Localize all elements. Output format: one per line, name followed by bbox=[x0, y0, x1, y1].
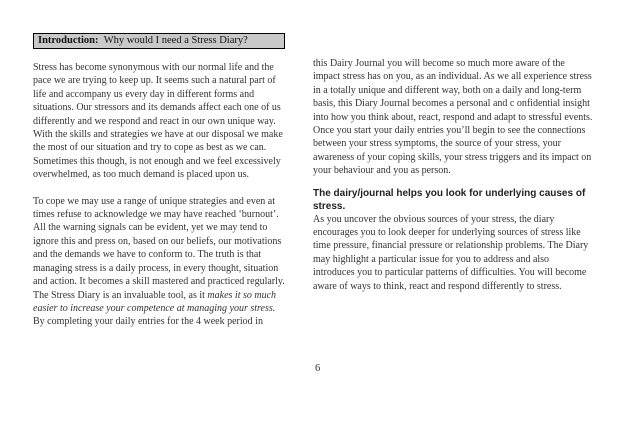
left-column bbox=[33, 61, 288, 329]
left-paragraph-2-end: By completing your daily entries for the 4 week period in bbox=[33, 316, 263, 328]
left-paragraph-2-italic: makes it so much easier to increase your competence at managing your stress. bbox=[33, 289, 277, 314]
left-paragraph-1: Stress has become synonymous with our normal life and the pace we are trying to keep up. It seems such a natural part of life and accompany us every day in different forms and situations. Our stressors and its demands affect each one of us differently and we respond and react in our own unique way. With the skills and strategies we have at our disposal we make the most of our situation and try to cope as best as we can. Sometimes this though, is not enough and we feel excessively overwhelmed, as too much demand is placed upon us. bbox=[33, 62, 283, 181]
right-column bbox=[313, 57, 593, 293]
right-subheading: The dairy/journal helps you look for underlying causes of stress. bbox=[313, 187, 586, 212]
intro-heading-label: Introduction: bbox=[38, 35, 99, 46]
page-number: 6 bbox=[315, 363, 321, 374]
intro-heading-box bbox=[33, 33, 285, 49]
left-paragraph-2 bbox=[33, 195, 288, 329]
left-paragraph-2-text: To cope we may use a range of unique strategies and even at times refuse to acknowledge we may have reached ‘burnout’. All the warning signals can be evident, yet we may tend to ignore this and press on, based on our beliefs, our motivations and the demands we have to conform to. The truth is that managing stress is a daily process, in every thought, situation and action. It becomes a skill mastered and practiced regularly. The Stress Diary is an invaluable tool, as it bbox=[33, 195, 285, 301]
right-paragraph-2: As you uncover the obvious sources of your stress, the diary encourages you to look deeper for underlying sources of stress like time pressure, financial pressure or relationship problems. The Diary may highlight a particular issue for you to address and also introduces you to particular patterns of difficulties. You will become aware of ways to think, react and respond differently to stress. bbox=[313, 213, 589, 292]
right-paragraph-1: this Dairy Journal you will become so much more aware of the impact stress has on you, as an individual. As we all experience stress in a totally unique and different way, both on a daily and long-term basis, this Diary Journal becomes a personal and c onfidential insight into how you think about, react, respond and adapt to stressful events. Once you start your daily entries you’ll begin to see the connections between your stress symptoms, the source of your stress, your awareness of your coping skills, your stress triggers and its impact on your behaviour and you as person. bbox=[313, 58, 593, 177]
intro-heading-question: Why would I need a Stress Diary? bbox=[103, 35, 248, 46]
